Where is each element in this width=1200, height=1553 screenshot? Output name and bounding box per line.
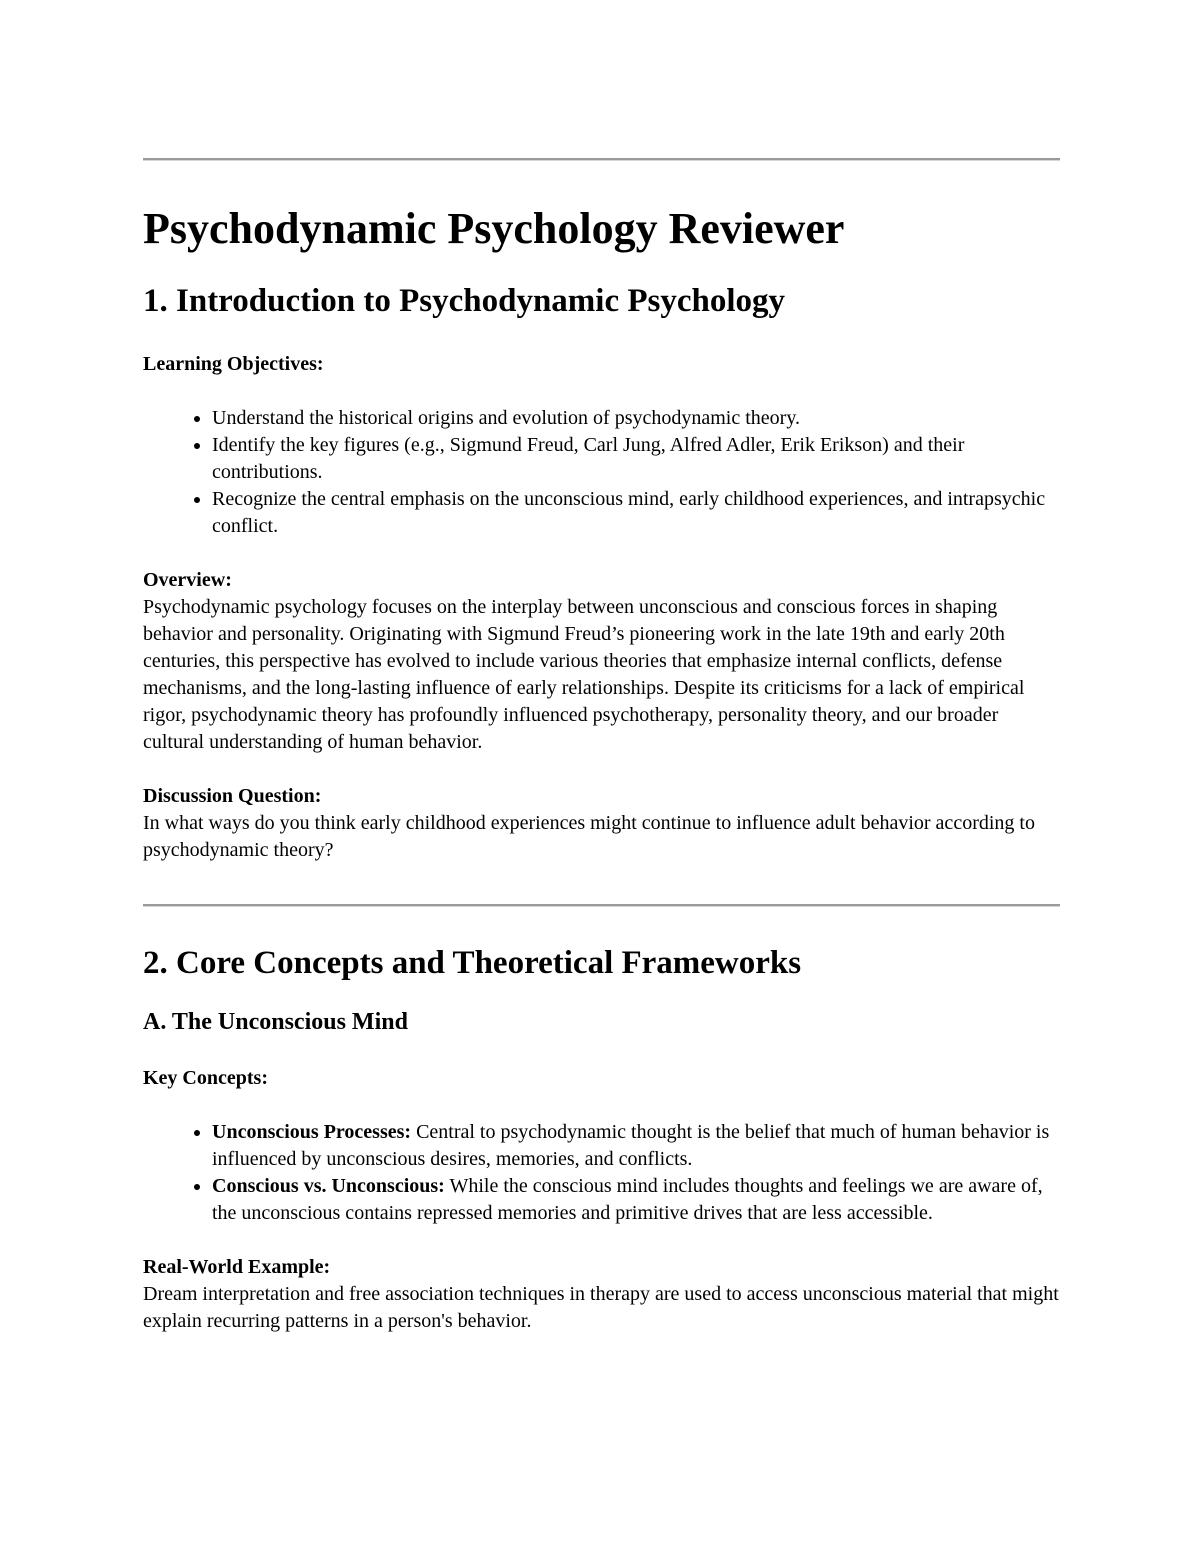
concept-text: While the conscious mind includes thoughts and feelings we are aware of, the unconscious contains repressed memories and primitive drives that are less accessible.: [212, 1175, 1043, 1224]
discussion-question-label: Discussion Question:: [143, 785, 322, 807]
key-concepts-list: [143, 1119, 1060, 1227]
section-1-heading: 1. Introduction to Psychodynamic Psychology: [143, 283, 786, 319]
overview-text: Psychodynamic psychology focuses on the interplay between unconscious and conscious forces in shaping behavior and personality. Originating with Sigmund Freud’s pioneering work in the late 19th and early 20th centuries, this perspective has evolved to include various theories that emphasize internal conflicts, defense mechanisms, and the long-lasting influence of early relationships. Despite its criticisms for a lack of empirical rigor, psychodynamic theory has profoundly influenced psychotherapy, personality theory, and our broader cultural understanding of human behavior.: [143, 596, 1025, 753]
section-2-heading: 2. Core Concepts and Theoretical Frameworks: [143, 945, 802, 981]
discussion-question-text: In what ways do you think early childhood experiences might continue to influence adult behavior according to psychodynamic theory?: [143, 812, 1035, 861]
real-world-example-text: Dream interpretation and free association techniques in therapy are used to access unconscious material that might explain recurring patterns in a person's behavior.: [143, 1283, 1059, 1332]
overview-label: Overview:: [143, 569, 232, 591]
list-item: • Understand the historical origins and evolution of psychodynamic theory.: [212, 405, 1060, 432]
document-page: [143, 0, 1060, 1335]
concept-text: Central to psychodynamic thought is the belief that much of human behavior is influenced by unconscious desires, memories, and conflicts.: [212, 1121, 1050, 1170]
concept-term: Unconscious Processes:: [212, 1121, 412, 1143]
real-world-example-label: Real-World Example:: [143, 1256, 331, 1278]
learning-objectives-label: Learning Objectives:: [143, 353, 324, 375]
list-item: • Recognize the central emphasis on the unconscious mind, early childhood experiences, and intrapsychic conflict.: [212, 486, 1060, 540]
horizontal-rule: [143, 158, 1060, 161]
concept-term: Conscious vs. Unconscious:: [212, 1175, 445, 1197]
horizontal-rule: [143, 904, 1060, 907]
learning-objectives-list: [143, 405, 1060, 540]
list-item: [212, 1173, 1060, 1227]
key-concepts-label: Key Concepts:: [143, 1067, 268, 1089]
document-title: Psychodynamic Psychology Reviewer: [143, 204, 845, 253]
list-item: [212, 1119, 1060, 1173]
list-item: • Identify the key figures (e.g., Sigmund Freud, Carl Jung, Alfred Adler, Erik Erikson) and their contributions.: [212, 432, 1060, 486]
subsection-a-heading: A. The Unconscious Mind: [143, 1009, 408, 1035]
